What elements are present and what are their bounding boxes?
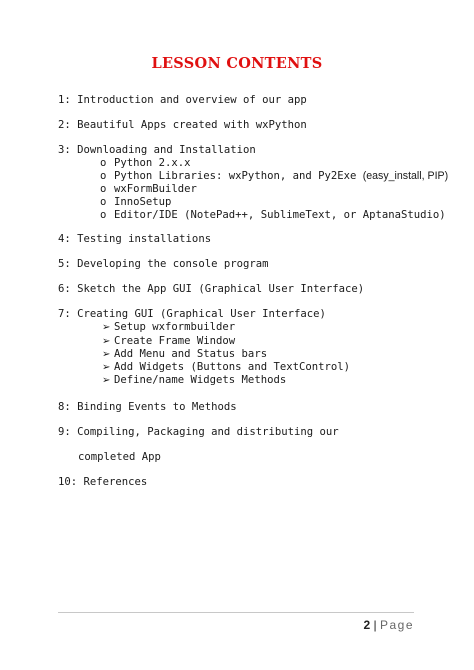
- item-compiling: 9: Compiling, Packaging and distributing our: [58, 426, 339, 438]
- sub-item-define-methods: [102, 374, 286, 386]
- sub-item-label: wxFormBuilder: [114, 183, 197, 195]
- item-compiling-continued: completed App: [78, 451, 161, 463]
- item-testing: 4: Testing installations: [58, 233, 212, 245]
- item-introduction: 1: Introduction and overview of our app: [58, 94, 307, 106]
- sub-item-wxformbuilder: [100, 183, 197, 195]
- circle-bullet-icon: o: [100, 157, 107, 169]
- circle-bullet-icon: o: [100, 170, 107, 182]
- arrow-bullet-icon: ➢: [102, 362, 111, 373]
- sub-item-label: Editor/IDE (NotePad++, SublimeText, or AptanaStudio): [114, 209, 446, 221]
- sub-item-note: (easy_install, PIP): [362, 170, 449, 182]
- page-footer: [363, 618, 414, 632]
- sub-item-label: Define/name Widgets Methods: [114, 374, 287, 386]
- item-binding-events: 8: Binding Events to Methods: [58, 401, 237, 413]
- page-label: Page: [379, 618, 414, 632]
- sub-item-add-menu: [102, 348, 267, 360]
- footer-separator: |: [370, 618, 380, 632]
- sub-item-label: Python Libraries: wxPython, and Py2Exe: [114, 170, 363, 182]
- item-references: 10: References: [58, 476, 148, 488]
- sub-item-python-libraries: [100, 170, 448, 182]
- sub-item-label: InnoSetup: [114, 196, 172, 208]
- footer-divider: [58, 612, 414, 613]
- arrow-bullet-icon: ➢: [102, 349, 111, 360]
- sub-item-label: Add Menu and Status bars: [114, 348, 268, 360]
- circle-bullet-icon: o: [100, 196, 107, 208]
- sub-item-label: Create Frame Window: [114, 335, 236, 347]
- sub-item-label: Python 2.x.x: [114, 157, 191, 169]
- sub-item-innosetup: [100, 196, 171, 208]
- circle-bullet-icon: o: [100, 209, 107, 221]
- circle-bullet-icon: o: [100, 183, 107, 195]
- item-creating-gui: 7: Creating GUI (Graphical User Interface): [58, 308, 326, 320]
- page-title: LESSON CONTENTS: [151, 55, 323, 72]
- sub-item-add-widgets: [102, 361, 350, 373]
- sub-item-editor-ide: [100, 209, 446, 221]
- arrow-bullet-icon: ➢: [102, 375, 111, 386]
- sub-item-python: [100, 157, 191, 169]
- arrow-bullet-icon: ➢: [102, 336, 111, 347]
- page-number: 2: [363, 618, 371, 632]
- item-sketch-gui: 6: Sketch the App GUI (Graphical User Interface): [58, 283, 365, 295]
- item-beautiful-apps: 2: Beautiful Apps created with wxPython: [58, 119, 307, 131]
- item-console-program: 5: Developing the console program: [58, 258, 269, 270]
- item-downloading: 3: Downloading and Installation: [58, 144, 256, 156]
- sub-item-label: Add Widgets (Buttons and TextControl): [114, 361, 350, 373]
- sub-item-create-frame: [102, 335, 235, 347]
- sub-item-setup-wxformbuilder: [102, 321, 235, 333]
- arrow-bullet-icon: ➢: [102, 322, 111, 333]
- sub-item-label: Setup wxformbuilder: [114, 321, 236, 333]
